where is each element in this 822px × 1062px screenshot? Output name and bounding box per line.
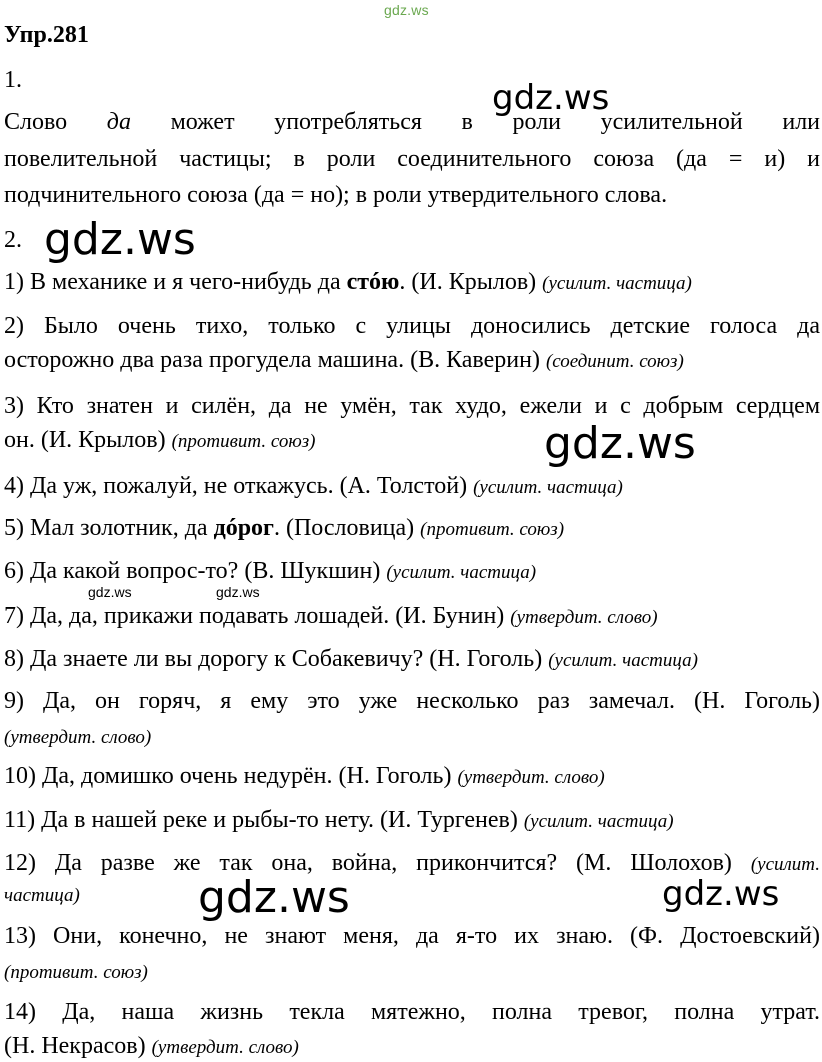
item-label: (утвердит. слово) — [151, 1037, 299, 1058]
list-item: 1) В механике и я чего-нибудь да стóю. (И. Крылов) (усилит. частица) — [4, 269, 692, 295]
list-item-cont — [4, 957, 148, 987]
part2-number: 2. — [4, 227, 22, 253]
list-item: 7) Да, да, прикажи подавать лошадей. (И. Бунин) (утвердит. слово) — [4, 603, 658, 629]
watermark: gdz.ws — [88, 584, 132, 600]
list-item: 8) Да знаете ли вы дорогу к Собакевичу? (Н. Гоголь) (усилит. частица) — [4, 646, 698, 672]
watermark: gdz.ws — [216, 584, 260, 600]
item-label: частица) — [4, 885, 80, 906]
list-item: 6) Да какой вопрос-то? (В. Шукшин) (усилит. частица) — [4, 558, 537, 584]
list-item: 3) Кто знатен и силён, да не умён, так худо, ежели и с добрым сердцем — [4, 393, 820, 419]
item-label: (противит. союз) — [4, 962, 148, 983]
watermark-top: gdz.ws — [384, 2, 429, 18]
watermark: gdz.ws — [662, 874, 780, 914]
watermark: gdz.ws — [44, 214, 196, 265]
item-label: (усилит. — [750, 854, 820, 875]
item-label: (противит. союз) — [171, 431, 316, 452]
list-item-cont: осторожно два раза прогудела машина. (В. Каверин) (соединит. союз) — [4, 347, 684, 373]
item-label: (утвердит. слово) — [4, 727, 152, 748]
list-item: 11) Да в нашей реке и рыбы-то нету. (И. Тургенев) (усилит. частица) — [4, 807, 674, 833]
list-item: 2) Было очень тихо, только с улицы доносились детские голоса да — [4, 313, 820, 339]
item-label: (противит. союз) — [420, 519, 565, 540]
list-item: 5) Мал золотник, да дóрог. (Пословица) (противит. союз) — [4, 515, 565, 541]
item-label: (усилит. частица) — [523, 811, 674, 832]
item-label: (усилит. частица) — [548, 650, 698, 671]
list-item: 14) Да, наша жизнь текла мятежно, полна тревог, полна утрат. — [4, 999, 820, 1025]
item-label: (усилит. частица) — [386, 562, 537, 583]
watermark: gdz.ws — [492, 78, 610, 118]
list-item: 10) Да, домишко очень недурён. (Н. Гоголь) (утвердит. слово) — [4, 763, 605, 789]
part1-line2: повелительной частицы; в роли соединительного союза (да = и) и — [4, 146, 820, 172]
list-item-cont — [4, 880, 80, 910]
part1-number: 1. — [4, 67, 22, 93]
word-da: да — [106, 109, 131, 135]
watermark: gdz.ws — [198, 872, 350, 923]
list-item-cont: он. (И. Крылов) (противит. союз) — [4, 427, 316, 453]
part1-line1: Слово да может употребляться в роли усилительной или — [4, 109, 821, 135]
watermark: gdz.ws — [544, 418, 696, 469]
list-item-cont: (Н. Некрасов) (утвердит. слово) — [4, 1033, 299, 1059]
list-item-cont — [4, 722, 151, 752]
item-label: (утвердит. слово) — [510, 607, 658, 628]
exercise-title: Упр.281 — [4, 22, 89, 48]
list-item: 13) Они, конечно, не знают меня, да я-то их знаю. (Ф. Достоевский) — [4, 923, 820, 949]
list-item: 4) Да уж, пожалуй, не откажусь. (А. Толстой) (усилит. частица) — [4, 473, 623, 499]
list-item: 12) Да разве же так она, война, прикончится? (М. Шолохов) (усилит. — [4, 850, 820, 876]
item-label: (усилит. частица) — [473, 477, 623, 498]
item-label: (утвердит. слово) — [457, 767, 605, 788]
item-label: (усилит. частица) — [542, 273, 692, 294]
list-item: 9) Да, он горяч, я ему это уже несколько раз замечал. (Н. Гоголь) — [4, 688, 820, 714]
item-label: (соединит. союз) — [545, 351, 684, 372]
part1-line3: подчинительного союза (да = но); в роли утвердительного слова. — [4, 182, 668, 208]
